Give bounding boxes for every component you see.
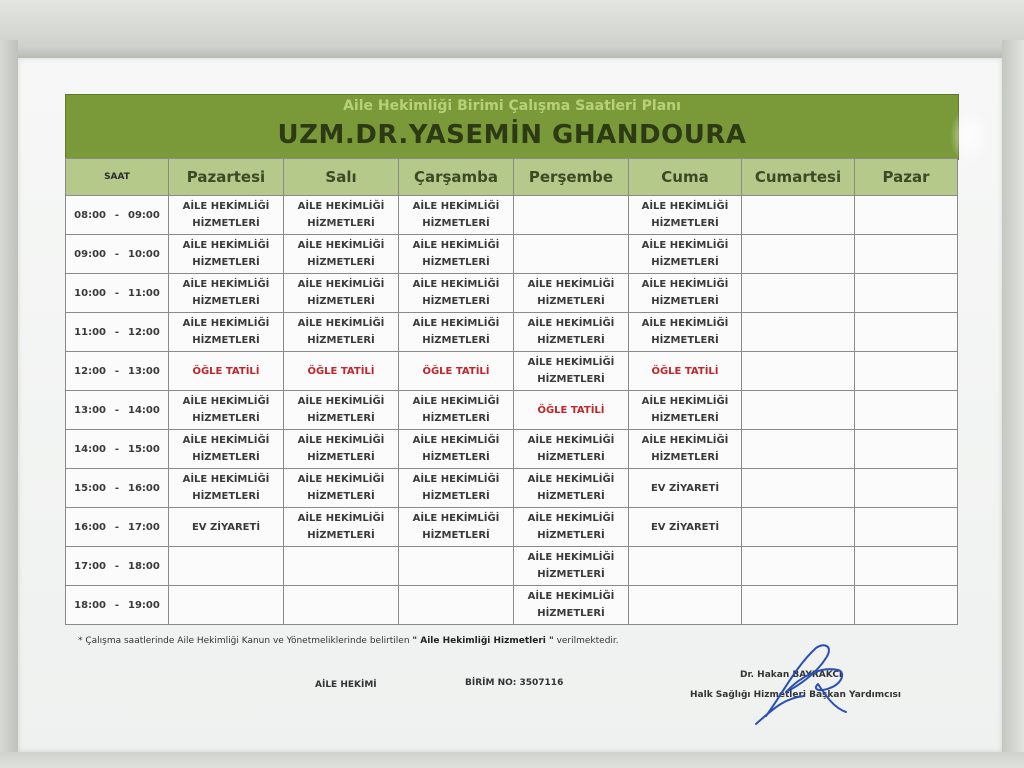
schedule-cell <box>855 196 958 235</box>
time-start: 16:00 <box>74 521 106 533</box>
activity-text: AİLE HEKİMLİĞİ HİZMETLERİ <box>641 201 729 229</box>
column-header-saat: SAAT <box>66 159 169 196</box>
schedule-cell <box>284 352 399 391</box>
time-separator: - <box>114 482 120 494</box>
time-slot-cell <box>66 352 169 391</box>
activity-text: AİLE HEKİMLİĞİ HİZMETLERİ <box>412 318 500 346</box>
family-doctor-label: AİLE HEKİMİ <box>315 680 377 690</box>
time-end: 16:00 <box>128 482 160 494</box>
schedule-cell <box>169 235 284 274</box>
schedule-cell <box>629 352 742 391</box>
activity-text: AİLE HEKİMLİĞİ HİZMETLERİ <box>412 474 500 502</box>
time-slot-cell <box>66 235 169 274</box>
schedule-cell <box>742 430 855 469</box>
schedule-cell <box>169 274 284 313</box>
time-end: 10:00 <box>128 248 160 260</box>
activity-text: EV ZİYARETİ <box>650 521 720 533</box>
time-end: 17:00 <box>128 521 160 533</box>
time-separator: - <box>114 404 120 416</box>
table-row <box>66 235 958 274</box>
time-separator: - <box>114 326 120 338</box>
schedule-cell <box>284 586 399 625</box>
schedule-cell <box>399 313 514 352</box>
time-separator: - <box>114 248 120 260</box>
schedule-cell <box>284 196 399 235</box>
activity-text: AİLE HEKİMLİĞİ HİZMETLERİ <box>297 435 385 463</box>
schedule-cell <box>284 391 399 430</box>
activity-text: AİLE HEKİMLİĞİ HİZMETLERİ <box>182 396 270 424</box>
activity-text: AİLE HEKİMLİĞİ HİZMETLERİ <box>641 318 729 346</box>
schedule-cell <box>399 391 514 430</box>
column-header-day: Pazartesi <box>169 159 284 196</box>
schedule-cell <box>399 235 514 274</box>
schedule-cell <box>399 274 514 313</box>
schedule-cell <box>399 469 514 508</box>
schedule-cell <box>855 430 958 469</box>
schedule-cell <box>742 391 855 430</box>
schedule-cell <box>169 469 284 508</box>
activity-text: AİLE HEKİMLİĞİ HİZMETLERİ <box>527 279 615 307</box>
time-separator: - <box>114 443 120 455</box>
schedule-header <box>65 94 959 160</box>
lunch-break-text: ÖĞLE TATİLİ <box>192 365 260 377</box>
schedule-cell <box>855 508 958 547</box>
schedule-cell <box>514 235 629 274</box>
activity-text: AİLE HEKİMLİĞİ HİZMETLERİ <box>297 396 385 424</box>
schedule-cell <box>169 430 284 469</box>
activity-text: AİLE HEKİMLİĞİ HİZMETLERİ <box>527 474 615 502</box>
time-slot-cell <box>66 508 169 547</box>
lunch-break-text: ÖĞLE TATİLİ <box>537 404 605 416</box>
schedule-cell <box>284 313 399 352</box>
schedule-cell <box>514 391 629 430</box>
schedule-cell <box>855 235 958 274</box>
schedule-cell <box>742 196 855 235</box>
schedule-table <box>65 158 958 625</box>
time-separator: - <box>114 287 120 299</box>
activity-text: EV ZİYARETİ <box>191 521 261 533</box>
time-start: 09:00 <box>74 248 106 260</box>
time-start: 14:00 <box>74 443 106 455</box>
schedule-cell <box>514 586 629 625</box>
official-title: Halk Sağlığı Hizmetleri Başkan Yardımcısı <box>690 690 901 700</box>
schedule-cell <box>514 547 629 586</box>
schedule-cell <box>855 391 958 430</box>
activity-text: AİLE HEKİMLİĞİ HİZMETLERİ <box>412 396 500 424</box>
schedule-cell <box>855 469 958 508</box>
column-header-day: Pazar <box>855 159 958 196</box>
schedule-cell <box>742 508 855 547</box>
schedule-cell <box>169 352 284 391</box>
column-header-day: Salı <box>284 159 399 196</box>
time-end: 13:00 <box>128 365 160 377</box>
time-slot-cell <box>66 313 169 352</box>
time-start: 08:00 <box>74 209 106 221</box>
column-header-day: Cumartesi <box>742 159 855 196</box>
glass-glare <box>950 106 990 166</box>
schedule-cell <box>399 430 514 469</box>
lunch-break-text: ÖĞLE TATİLİ <box>307 365 375 377</box>
table-row <box>66 508 958 547</box>
schedule-cell <box>629 469 742 508</box>
schedule-cell <box>629 196 742 235</box>
time-start: 12:00 <box>74 365 106 377</box>
activity-text: EV ZİYARETİ <box>650 482 720 494</box>
schedule-cell <box>514 274 629 313</box>
activity-text: AİLE HEKİMLİĞİ HİZMETLERİ <box>641 240 729 268</box>
time-separator: - <box>114 599 120 611</box>
footnote-suffix: verilmektedir. <box>553 636 619 646</box>
time-slot-cell <box>66 391 169 430</box>
doctor-name-title: UZM.DR.YASEMİN GHANDOURA <box>277 120 747 150</box>
activity-text: AİLE HEKİMLİĞİ HİZMETLERİ <box>182 240 270 268</box>
activity-text: AİLE HEKİMLİĞİ HİZMETLERİ <box>641 279 729 307</box>
schedule-cell <box>855 352 958 391</box>
time-slot-cell <box>66 547 169 586</box>
schedule-cell <box>629 586 742 625</box>
table-row <box>66 469 958 508</box>
schedule-cell <box>284 274 399 313</box>
unit-number-label: BİRİM NO: 3507116 <box>465 678 564 688</box>
schedule-sheet <box>18 58 1002 752</box>
schedule-cell <box>514 313 629 352</box>
time-end: 09:00 <box>128 209 160 221</box>
schedule-subtitle: Aile Hekimliği Birimi Çalışma Saatleri Planı <box>343 98 681 114</box>
activity-text: AİLE HEKİMLİĞİ HİZMETLERİ <box>412 513 500 541</box>
activity-text: AİLE HEKİMLİĞİ HİZMETLERİ <box>297 513 385 541</box>
table-row <box>66 547 958 586</box>
table-row <box>66 196 958 235</box>
table-row <box>66 313 958 352</box>
activity-text: AİLE HEKİMLİĞİ HİZMETLERİ <box>641 396 729 424</box>
activity-text: AİLE HEKİMLİĞİ HİZMETLERİ <box>527 435 615 463</box>
schedule-cell <box>514 469 629 508</box>
official-name: Dr. Hakan BAYRAKCI <box>740 670 843 680</box>
schedule-cell <box>855 313 958 352</box>
schedule-cell <box>399 352 514 391</box>
frame-left-edge <box>0 40 18 768</box>
time-slot-cell <box>66 196 169 235</box>
schedule-cell <box>399 586 514 625</box>
schedule-cell <box>629 508 742 547</box>
time-end: 12:00 <box>128 326 160 338</box>
schedule-cell <box>169 586 284 625</box>
activity-text: AİLE HEKİMLİĞİ HİZMETLERİ <box>412 240 500 268</box>
schedule-cell <box>629 274 742 313</box>
schedule-cell <box>399 547 514 586</box>
activity-text: AİLE HEKİMLİĞİ HİZMETLERİ <box>182 201 270 229</box>
time-end: 14:00 <box>128 404 160 416</box>
frame-top-edge <box>0 0 1024 58</box>
activity-text: AİLE HEKİMLİĞİ HİZMETLERİ <box>182 318 270 346</box>
schedule-cell <box>742 235 855 274</box>
time-start: 18:00 <box>74 599 106 611</box>
frame-bottom-edge <box>0 752 1024 768</box>
table-row <box>66 391 958 430</box>
schedule-cell <box>284 235 399 274</box>
schedule-cell <box>169 547 284 586</box>
activity-text: AİLE HEKİMLİĞİ HİZMETLERİ <box>182 474 270 502</box>
schedule-cell <box>399 196 514 235</box>
time-end: 19:00 <box>128 599 160 611</box>
time-separator: - <box>114 209 120 221</box>
time-start: 15:00 <box>74 482 106 494</box>
schedule-cell <box>629 391 742 430</box>
time-start: 17:00 <box>74 560 106 572</box>
activity-text: AİLE HEKİMLİĞİ HİZMETLERİ <box>527 513 615 541</box>
column-header-day: Çarşamba <box>399 159 514 196</box>
column-header-day: Perşembe <box>514 159 629 196</box>
schedule-cell <box>855 586 958 625</box>
table-row <box>66 352 958 391</box>
schedule-cell <box>514 196 629 235</box>
handwritten-signature-icon <box>746 636 856 726</box>
activity-text: AİLE HEKİMLİĞİ HİZMETLERİ <box>527 318 615 346</box>
time-separator: - <box>114 560 120 572</box>
activity-text: AİLE HEKİMLİĞİ HİZMETLERİ <box>412 279 500 307</box>
schedule-cell <box>629 547 742 586</box>
frame-right-edge <box>1002 40 1024 768</box>
activity-text: AİLE HEKİMLİĞİ HİZMETLERİ <box>297 279 385 307</box>
time-separator: - <box>114 521 120 533</box>
time-start: 10:00 <box>74 287 106 299</box>
schedule-cell <box>629 235 742 274</box>
table-row <box>66 430 958 469</box>
schedule-cell <box>514 352 629 391</box>
activity-text: AİLE HEKİMLİĞİ HİZMETLERİ <box>527 591 615 619</box>
time-separator: - <box>114 365 120 377</box>
schedule-cell <box>169 313 284 352</box>
footnote-emphasis: " Aile Hekimliği Hizmetleri " <box>412 636 554 646</box>
schedule-cell <box>629 313 742 352</box>
schedule-cell <box>742 547 855 586</box>
column-header-row <box>66 159 958 196</box>
schedule-cell <box>169 508 284 547</box>
activity-text: AİLE HEKİMLİĞİ HİZMETLERİ <box>527 552 615 580</box>
footnote-prefix: * Çalışma saatlerinde Aile Hekimliği Kanun ve Yönetmeliklerinde belirtilen <box>78 636 413 646</box>
schedule-table-body <box>66 196 958 625</box>
time-end: 15:00 <box>128 443 160 455</box>
activity-text: AİLE HEKİMLİĞİ HİZMETLERİ <box>641 435 729 463</box>
column-header-day: Cuma <box>629 159 742 196</box>
schedule-cell <box>629 430 742 469</box>
activity-text: AİLE HEKİMLİĞİ HİZMETLERİ <box>182 279 270 307</box>
schedule-cell <box>742 274 855 313</box>
time-start: 11:00 <box>74 326 106 338</box>
lunch-break-text: ÖĞLE TATİLİ <box>651 365 719 377</box>
schedule-cell <box>742 586 855 625</box>
schedule-cell <box>742 352 855 391</box>
time-slot-cell <box>66 274 169 313</box>
activity-text: AİLE HEKİMLİĞİ HİZMETLERİ <box>297 474 385 502</box>
time-start: 13:00 <box>74 404 106 416</box>
schedule-cell <box>399 508 514 547</box>
lunch-break-text: ÖĞLE TATİLİ <box>422 365 490 377</box>
activity-text: AİLE HEKİMLİĞİ HİZMETLERİ <box>297 240 385 268</box>
schedule-cell <box>169 391 284 430</box>
schedule-cell <box>284 547 399 586</box>
time-slot-cell <box>66 430 169 469</box>
table-row <box>66 586 958 625</box>
schedule-cell <box>855 547 958 586</box>
activity-text: AİLE HEKİMLİĞİ HİZMETLERİ <box>297 201 385 229</box>
schedule-cell <box>169 196 284 235</box>
schedule-cell <box>514 430 629 469</box>
footnote <box>78 636 619 646</box>
activity-text: AİLE HEKİMLİĞİ HİZMETLERİ <box>527 357 615 385</box>
schedule-cell <box>514 508 629 547</box>
time-slot-cell <box>66 469 169 508</box>
activity-text: AİLE HEKİMLİĞİ HİZMETLERİ <box>412 201 500 229</box>
schedule-cell <box>284 430 399 469</box>
time-end: 18:00 <box>128 560 160 572</box>
schedule-cell <box>284 469 399 508</box>
table-row <box>66 274 958 313</box>
activity-text: AİLE HEKİMLİĞİ HİZMETLERİ <box>182 435 270 463</box>
schedule-cell <box>284 508 399 547</box>
schedule-cell <box>742 469 855 508</box>
time-end: 11:00 <box>128 287 160 299</box>
activity-text: AİLE HEKİMLİĞİ HİZMETLERİ <box>297 318 385 346</box>
time-slot-cell <box>66 586 169 625</box>
schedule-cell <box>742 313 855 352</box>
activity-text: AİLE HEKİMLİĞİ HİZMETLERİ <box>412 435 500 463</box>
schedule-cell <box>855 274 958 313</box>
